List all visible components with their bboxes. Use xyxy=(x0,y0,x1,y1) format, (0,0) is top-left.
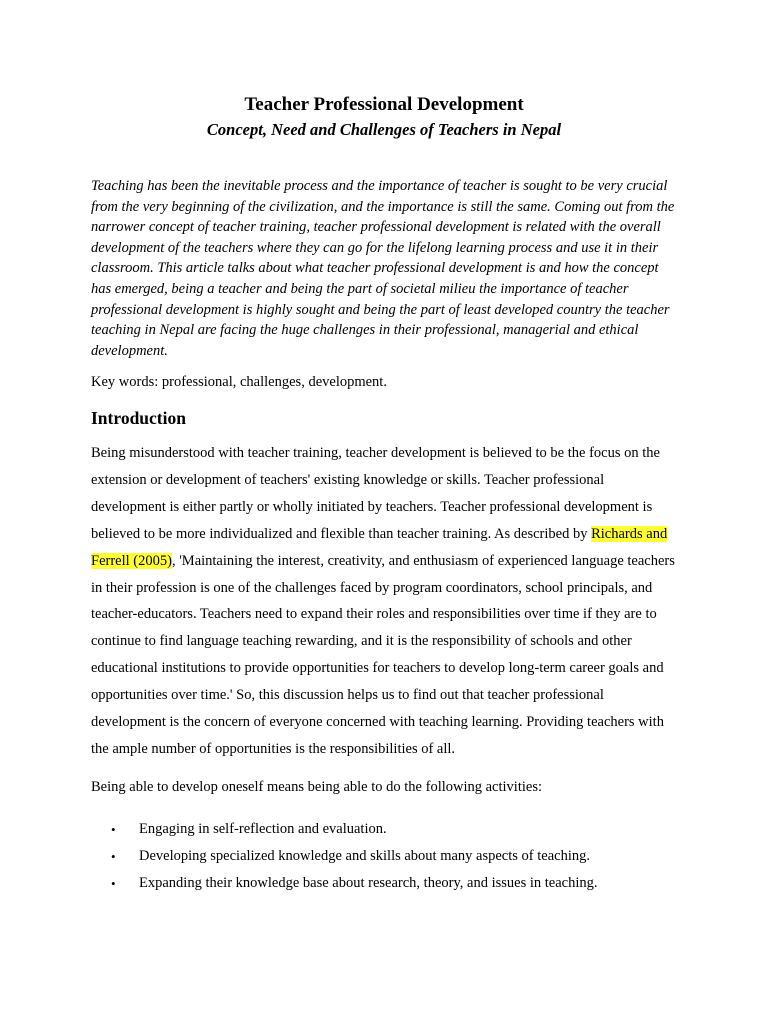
introduction-heading: Introduction xyxy=(91,408,186,428)
abstract-paragraph: Teaching has been the inevitable process and the importance of teacher is sought to be very crucial from the very beginning of the civilization, and the importance is still the same. Coming out from the narrower concept of teacher training, teacher professional development is related with the overall development of the teachers where they can go for the lifelong learning process and use it in their classroom. This article talks about what teacher professional development is and how the concept has emerged, being a teacher and being the part of societal milieu the importance of teacher professional development is highly sought and being the part of least developed country the teacher teaching in Nepal are facing the huge challenges in their professional, managerial and ethical development. xyxy=(91,178,675,359)
activities-list xyxy=(91,816,681,897)
activities-intro: Being able to develop oneself means being able to do the following activities: xyxy=(91,779,542,795)
bullet-icon: • xyxy=(111,849,116,864)
list-item xyxy=(91,870,681,897)
bullet-icon: • xyxy=(111,876,116,891)
list-item xyxy=(91,816,681,843)
document-title: Teacher Professional Development xyxy=(244,94,524,115)
highlighted-citation: Richards and Ferrell (2005) xyxy=(91,525,668,569)
introduction-text-before: Being misunderstood with teacher training, teacher development is believed to be the focus on the extension or development of teachers' existing knowledge or skills. Teacher professional development is either partly or wholly initiated by teachers. Teacher professional development is believed to be more individualized and flexible than teacher training. As described by xyxy=(91,445,660,542)
list-item-text: Expanding their knowledge base about research, theory, and issues in teaching. xyxy=(139,875,598,891)
document-subtitle: Concept, Need and Challenges of Teachers in Nepal xyxy=(206,120,562,139)
bullet-icon: • xyxy=(111,822,116,837)
list-item-text: Engaging in self-reflection and evaluation. xyxy=(139,821,387,837)
list-item-text: Developing specialized knowledge and skills about many aspects of teaching. xyxy=(139,848,590,864)
list-item xyxy=(91,843,681,870)
introduction-text-after: , 'Maintaining the interest, creativity, and enthusiasm of experienced language teachers in their profession is one of the challenges faced by program coordinators, school principals, and teacher-educators. Teachers need to expand their roles and responsibilities over time if they are to continue to find language teaching rewarding, and it is the responsibility of schools and other educational institutions to provide opportunities for teachers to develop long-term career goals and opportunities over time.' So, this discussion helps us to find out that teacher professional development is the concern of everyone concerned with teaching learning. Providing teachers with the ample number of opportunities is the responsibilities of all. xyxy=(91,552,675,757)
introduction-paragraph xyxy=(91,440,679,763)
keywords-line: Key words: professional, challenges, development. xyxy=(91,374,387,390)
